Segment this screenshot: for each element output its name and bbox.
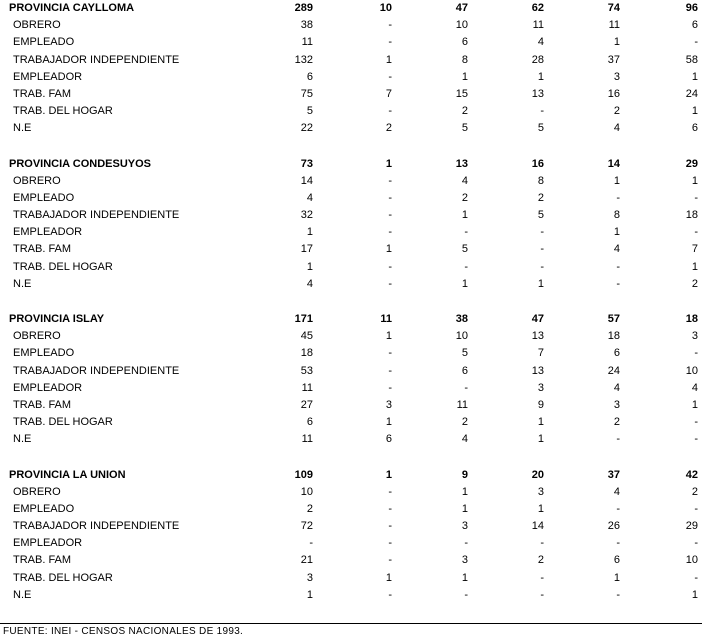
value-cell: 2 <box>461 191 468 204</box>
total-cell: 109 <box>294 468 313 481</box>
value-cell: 4 <box>306 191 313 204</box>
value-cell: 2 <box>461 416 468 429</box>
value-cell: 132 <box>294 53 313 66</box>
value-cell: 1 <box>691 260 698 273</box>
value-cell: - <box>388 174 392 187</box>
value-cell: - <box>388 277 392 290</box>
value-cell: 5 <box>461 122 468 135</box>
value-cell: 15 <box>455 87 468 100</box>
category-label: EMPLEADO <box>13 191 75 204</box>
total-cell: 13 <box>455 157 468 170</box>
value-cell: 1 <box>537 277 544 290</box>
value-cell: - <box>616 588 620 601</box>
total-cell: 38 <box>455 313 468 325</box>
category-label: TRAB. FAM <box>13 398 72 411</box>
value-cell: - <box>694 537 698 550</box>
table-row <box>0 259 702 276</box>
value-cell: 4 <box>461 433 468 446</box>
value-cell: 1 <box>385 243 392 256</box>
value-cell: 3 <box>385 398 392 411</box>
value-cell: 11 <box>532 19 544 32</box>
value-cell: - <box>388 19 392 32</box>
value-cell: - <box>464 588 468 601</box>
value-cell: - <box>388 588 392 601</box>
value-cell: - <box>309 537 313 550</box>
value-cell: 10 <box>300 485 313 498</box>
value-cell: 3 <box>306 571 313 584</box>
category-label: EMPLEADOR <box>13 381 83 394</box>
table-row <box>0 397 702 414</box>
value-cell: 4 <box>691 381 698 394</box>
value-cell: 3 <box>613 398 620 411</box>
value-cell: 2 <box>537 191 544 204</box>
table-row <box>0 518 702 535</box>
province-section <box>0 0 702 156</box>
value-cell: 1 <box>461 277 468 290</box>
value-cell: 5 <box>537 122 544 135</box>
value-cell: - <box>464 260 468 273</box>
category-label: N.E <box>13 122 32 135</box>
value-cell: 10 <box>455 330 468 343</box>
value-cell: - <box>388 381 392 394</box>
total-cell: 16 <box>531 157 544 170</box>
province-section <box>0 467 702 623</box>
table-row <box>0 241 702 258</box>
total-cell: 1 <box>385 157 392 170</box>
value-cell: 8 <box>461 53 468 66</box>
value-cell: 3 <box>691 330 698 343</box>
category-label: OBRERO <box>13 330 61 343</box>
value-cell: 4 <box>613 122 620 135</box>
value-cell: - <box>616 277 620 290</box>
category-label: TRAB. DEL HOGAR <box>13 105 113 118</box>
value-cell: 3 <box>613 70 620 83</box>
value-cell: - <box>694 347 698 360</box>
value-cell: 22 <box>300 122 313 135</box>
table-row <box>0 587 702 604</box>
value-cell: 4 <box>613 243 620 256</box>
value-cell: 1 <box>306 260 313 273</box>
value-cell: 3 <box>461 554 468 567</box>
category-label: N.E <box>13 588 32 601</box>
value-cell: 6 <box>306 416 313 429</box>
value-cell: - <box>540 226 544 239</box>
province-total-row <box>0 0 702 17</box>
category-label: TRAB. DEL HOGAR <box>13 260 113 273</box>
total-cell: 96 <box>685 2 698 14</box>
value-cell: 1 <box>691 70 698 83</box>
value-cell: - <box>694 191 698 204</box>
value-cell: 29 <box>685 520 698 533</box>
value-cell: - <box>540 243 544 256</box>
province-section <box>0 156 702 312</box>
total-cell: 42 <box>685 468 698 481</box>
total-cell: 29 <box>685 157 698 170</box>
value-cell: 1 <box>691 174 698 187</box>
value-cell: - <box>540 537 544 550</box>
table-row <box>0 570 702 587</box>
value-cell: 14 <box>300 174 313 187</box>
total-cell: 37 <box>607 468 620 481</box>
value-cell: 28 <box>531 53 544 66</box>
value-cell: 11 <box>301 433 313 446</box>
value-cell: 18 <box>607 330 620 343</box>
table-row <box>0 173 702 190</box>
province-name: PROVINCIA CONDESUYOS <box>9 157 152 170</box>
province-total-row <box>0 311 702 328</box>
value-cell: 7 <box>691 243 698 256</box>
value-cell: 2 <box>306 502 313 515</box>
category-label: TRABAJADOR INDEPENDIENTE <box>13 209 180 222</box>
value-cell: 1 <box>461 70 468 83</box>
value-cell: 1 <box>691 588 698 601</box>
table-row <box>0 276 702 293</box>
value-cell: 53 <box>300 364 313 377</box>
value-cell: 1 <box>537 70 544 83</box>
value-cell: 2 <box>613 105 620 118</box>
value-cell: 2 <box>613 416 620 429</box>
province-name: PROVINCIA LA UNION <box>9 468 126 481</box>
value-cell: - <box>388 105 392 118</box>
value-cell: 6 <box>613 347 620 360</box>
category-label: OBRERO <box>13 485 61 498</box>
value-cell: - <box>388 191 392 204</box>
table-row <box>0 535 702 552</box>
total-cell: 1 <box>385 468 392 481</box>
value-cell: 11 <box>301 381 313 394</box>
value-cell: - <box>616 502 620 515</box>
value-cell: - <box>540 588 544 601</box>
value-cell: - <box>388 36 392 49</box>
category-label: N.E <box>13 277 32 290</box>
value-cell: 6 <box>691 19 698 32</box>
total-cell: 9 <box>461 468 468 481</box>
value-cell: - <box>388 226 392 239</box>
value-cell: 3 <box>537 485 544 498</box>
category-label: TRABAJADOR INDEPENDIENTE <box>13 364 180 377</box>
value-cell: - <box>388 537 392 550</box>
value-cell: 32 <box>300 209 313 222</box>
value-cell: 1 <box>385 571 392 584</box>
total-cell: 57 <box>607 313 620 325</box>
value-cell: 8 <box>613 209 620 222</box>
total-cell: 20 <box>531 468 544 481</box>
value-cell: 10 <box>455 19 468 32</box>
total-cell: 11 <box>380 313 392 325</box>
source-note: FUENTE: INEI - CENSOS NACIONALES DE 1993. <box>3 626 244 637</box>
value-cell: 1 <box>537 433 544 446</box>
value-cell: 45 <box>300 330 313 343</box>
table-row <box>0 345 702 362</box>
value-cell: 1 <box>613 226 620 239</box>
category-label: OBRERO <box>13 174 61 187</box>
value-cell: 1 <box>537 416 544 429</box>
value-cell: - <box>388 70 392 83</box>
value-cell: 7 <box>385 87 392 100</box>
value-cell: 5 <box>306 105 313 118</box>
value-cell: 6 <box>691 122 698 135</box>
table-row <box>0 431 702 448</box>
value-cell: 37 <box>607 53 620 66</box>
value-cell: 16 <box>607 87 620 100</box>
value-cell: - <box>694 502 698 515</box>
value-cell: 4 <box>306 277 313 290</box>
value-cell: 2 <box>691 485 698 498</box>
table-row <box>0 484 702 501</box>
value-cell: - <box>388 485 392 498</box>
value-cell: 5 <box>537 209 544 222</box>
value-cell: - <box>694 416 698 429</box>
category-label: TRAB. DEL HOGAR <box>13 571 113 584</box>
value-cell: - <box>388 364 392 377</box>
value-cell: 1 <box>461 571 468 584</box>
category-label: EMPLEADO <box>13 36 75 49</box>
total-cell: 74 <box>607 2 620 14</box>
value-cell: - <box>388 502 392 515</box>
table-row <box>0 224 702 241</box>
category-label: TRABAJADOR INDEPENDIENTE <box>13 520 180 533</box>
value-cell: - <box>388 554 392 567</box>
value-cell: - <box>464 381 468 394</box>
value-cell: 1 <box>691 398 698 411</box>
table-row <box>0 501 702 518</box>
total-cell: 14 <box>607 157 620 170</box>
table-row <box>0 52 702 69</box>
value-cell: 10 <box>685 554 698 567</box>
value-cell: 75 <box>300 87 313 100</box>
value-cell: 2 <box>537 554 544 567</box>
table-row <box>0 207 702 224</box>
value-cell: 3 <box>537 381 544 394</box>
table-row <box>0 363 702 380</box>
value-cell: 13 <box>531 364 544 377</box>
value-cell: 11 <box>608 19 620 32</box>
value-cell: 1 <box>385 53 392 66</box>
value-cell: 38 <box>300 19 313 32</box>
value-cell: 24 <box>607 364 620 377</box>
total-cell: 289 <box>294 2 313 14</box>
value-cell: 26 <box>607 520 620 533</box>
value-cell: - <box>464 226 468 239</box>
province-total-row <box>0 156 702 173</box>
value-cell: - <box>694 433 698 446</box>
province-name: PROVINCIA ISLAY <box>9 313 105 325</box>
value-cell: 11 <box>301 36 313 49</box>
value-cell: 27 <box>300 398 313 411</box>
province-name: PROVINCIA CAYLLOMA <box>9 2 135 14</box>
table-row <box>0 34 702 51</box>
value-cell: - <box>694 36 698 49</box>
table-row <box>0 414 702 431</box>
value-cell: 6 <box>385 433 392 446</box>
category-label: N.E <box>13 433 32 446</box>
table-row <box>0 69 702 86</box>
value-cell: 72 <box>300 520 313 533</box>
table-row <box>0 190 702 207</box>
value-cell: - <box>388 260 392 273</box>
value-cell: - <box>616 191 620 204</box>
value-cell: 7 <box>537 347 544 360</box>
value-cell: 1 <box>385 416 392 429</box>
footer-divider <box>0 623 702 624</box>
value-cell: - <box>540 260 544 273</box>
value-cell: 3 <box>461 520 468 533</box>
total-cell: 73 <box>300 157 313 170</box>
category-label: TRABAJADOR INDEPENDIENTE <box>13 53 180 66</box>
value-cell: 1 <box>385 330 392 343</box>
category-label: TRAB. FAM <box>13 554 72 567</box>
value-cell: - <box>694 571 698 584</box>
value-cell: 1 <box>613 174 620 187</box>
value-cell: - <box>540 571 544 584</box>
value-cell: - <box>388 347 392 360</box>
value-cell: 1 <box>306 226 313 239</box>
value-cell: 4 <box>613 485 620 498</box>
category-label: EMPLEADOR <box>13 70 83 83</box>
category-label: TRAB. FAM <box>13 243 72 256</box>
total-cell: 18 <box>685 313 698 325</box>
value-cell: 4 <box>537 36 544 49</box>
value-cell: 1 <box>461 502 468 515</box>
value-cell: - <box>616 433 620 446</box>
value-cell: 4 <box>613 381 620 394</box>
value-cell: 18 <box>300 347 313 360</box>
value-cell: - <box>616 537 620 550</box>
table-row <box>0 380 702 397</box>
province-total-row <box>0 467 702 484</box>
table-row <box>0 552 702 569</box>
total-cell: 47 <box>455 2 468 14</box>
total-cell: 62 <box>531 2 544 14</box>
value-cell: - <box>388 209 392 222</box>
table-row <box>0 86 702 103</box>
value-cell: 10 <box>685 364 698 377</box>
value-cell: 21 <box>300 554 313 567</box>
value-cell: 17 <box>300 243 313 256</box>
value-cell: 1 <box>306 588 313 601</box>
category-label: EMPLEADOR <box>13 537 83 550</box>
value-cell: 2 <box>461 105 468 118</box>
value-cell: 18 <box>685 209 698 222</box>
value-cell: 2 <box>691 277 698 290</box>
value-cell: 24 <box>685 87 698 100</box>
value-cell: - <box>388 520 392 533</box>
total-cell: 47 <box>531 313 544 325</box>
value-cell: 6 <box>613 554 620 567</box>
category-label: EMPLEADOR <box>13 226 83 239</box>
value-cell: 1 <box>613 571 620 584</box>
category-label: EMPLEADO <box>13 347 75 360</box>
table-row <box>0 17 702 34</box>
province-section <box>0 311 702 467</box>
value-cell: 1 <box>691 105 698 118</box>
value-cell: 6 <box>461 36 468 49</box>
value-cell: 1 <box>461 485 468 498</box>
value-cell: 1 <box>613 36 620 49</box>
table-row <box>0 328 702 345</box>
value-cell: 1 <box>461 209 468 222</box>
total-cell: 171 <box>294 313 313 325</box>
category-label: TRAB. DEL HOGAR <box>13 416 113 429</box>
value-cell: 8 <box>537 174 544 187</box>
table-row <box>0 103 702 120</box>
value-cell: 4 <box>461 174 468 187</box>
value-cell: 13 <box>531 330 544 343</box>
value-cell: - <box>694 226 698 239</box>
category-label: OBRERO <box>13 19 61 32</box>
category-label: EMPLEADO <box>13 502 75 515</box>
category-label: TRAB. FAM <box>13 87 72 100</box>
value-cell: - <box>616 260 620 273</box>
value-cell: 9 <box>537 398 544 411</box>
total-cell: 10 <box>379 2 392 14</box>
value-cell: 2 <box>385 122 392 135</box>
value-cell: 14 <box>531 520 544 533</box>
value-cell: 1 <box>537 502 544 515</box>
value-cell: - <box>540 105 544 118</box>
value-cell: 13 <box>531 87 544 100</box>
value-cell: 6 <box>306 70 313 83</box>
table-row <box>0 120 702 137</box>
value-cell: 58 <box>685 53 698 66</box>
value-cell: 5 <box>461 347 468 360</box>
value-cell: - <box>464 537 468 550</box>
value-cell: 5 <box>461 243 468 256</box>
value-cell: 6 <box>461 364 468 377</box>
value-cell: 11 <box>456 398 468 411</box>
